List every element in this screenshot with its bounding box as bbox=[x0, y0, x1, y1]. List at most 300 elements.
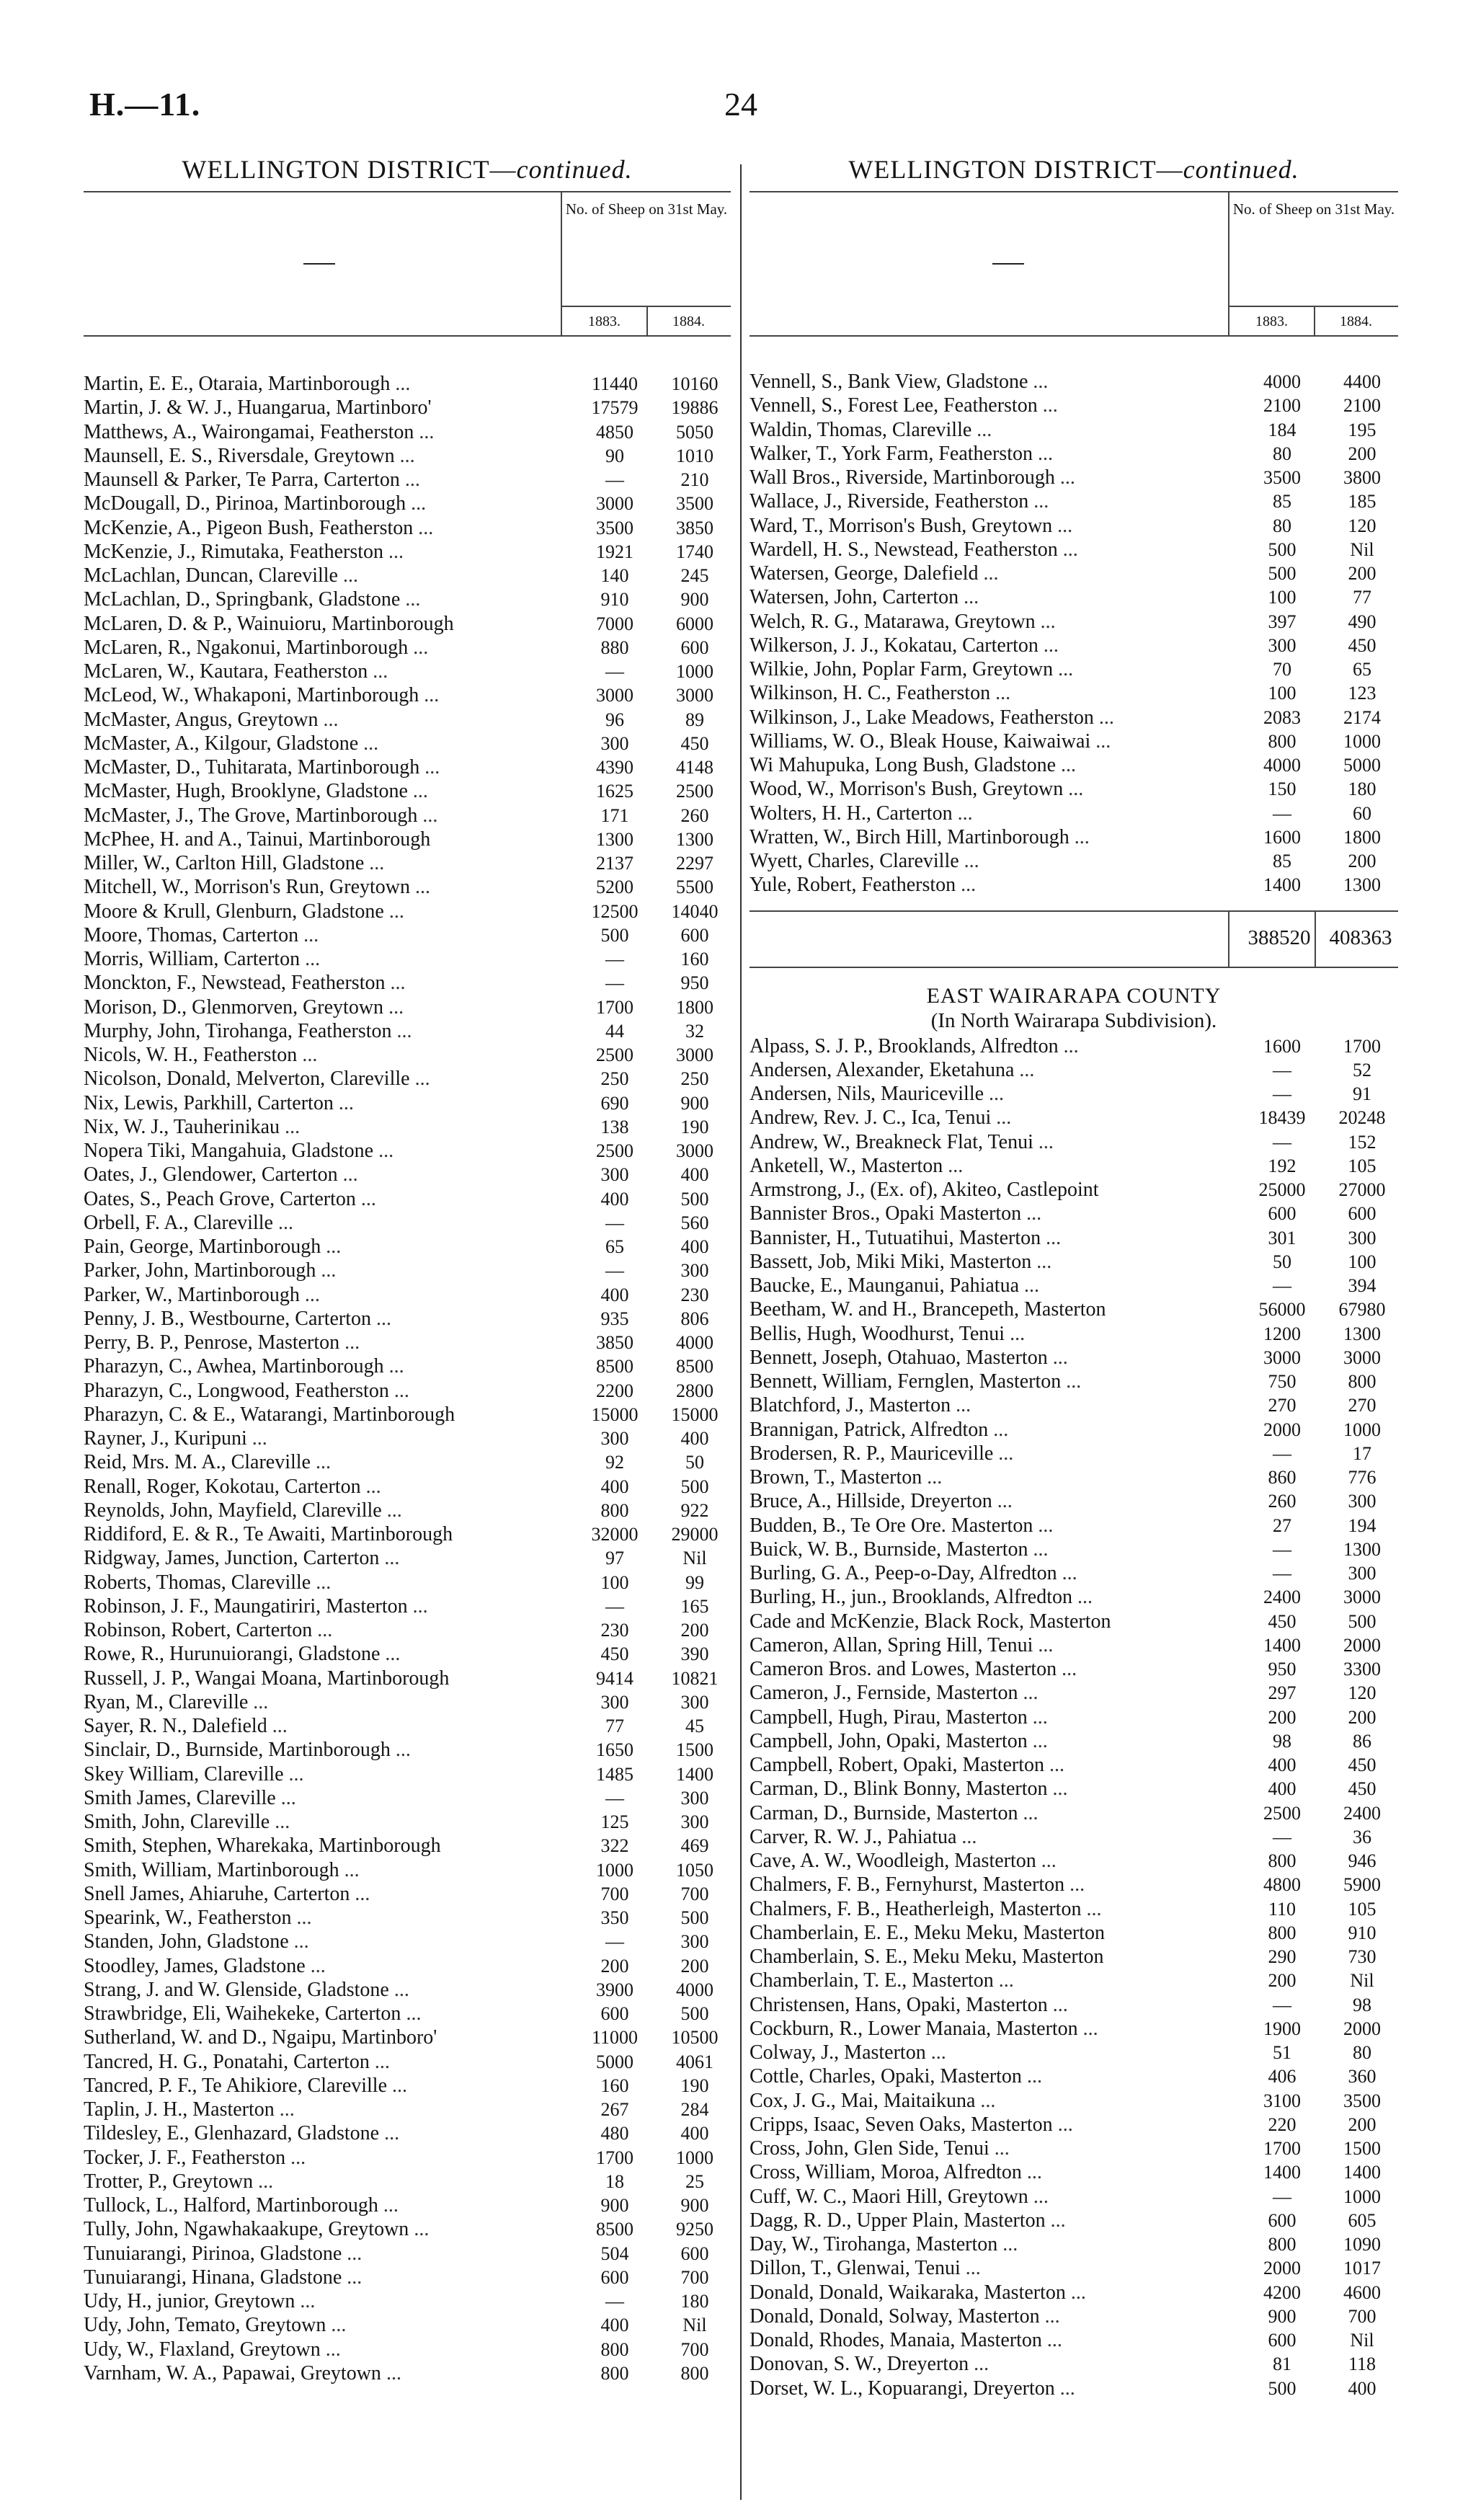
sheep-count-1884: 200 bbox=[1348, 563, 1377, 584]
sheep-count-1884: 500 bbox=[680, 2003, 709, 2024]
sheep-count-1884: 4400 bbox=[1343, 371, 1381, 392]
sheep-count-1884: 1010 bbox=[676, 445, 713, 466]
sheep-owner-name: Matthews, A., Wairongamai, Featherston ... bbox=[84, 420, 435, 443]
sheep-count-1883: 880 bbox=[600, 636, 629, 658]
table-row bbox=[750, 2281, 1398, 2304]
sheep-count-1884: 1500 bbox=[676, 1739, 713, 1761]
sheep-owner-name: Wilkinson, H. C., Featherston ... bbox=[750, 682, 1011, 705]
sheep-count-1884: 195 bbox=[1348, 419, 1377, 440]
sheep-count-1884: 2800 bbox=[676, 1380, 713, 1401]
sheep-owner-name: Wratten, W., Birch Hill, Martinborough ... bbox=[750, 825, 1090, 848]
table-row bbox=[750, 1538, 1398, 1561]
table-row bbox=[84, 2338, 731, 2361]
table-row bbox=[84, 900, 731, 923]
stub-dash bbox=[992, 263, 1024, 265]
sheep-owner-name: Cameron, Allan, Spring Hill, Tenui ... bbox=[750, 1633, 1054, 1656]
sheep-count-1884: 1017 bbox=[1343, 2258, 1381, 2279]
sheep-owner-name: Cade and McKenzie, Black Rock, Masterton bbox=[750, 1610, 1111, 1633]
table-row bbox=[750, 2113, 1398, 2137]
sheep-count-1883: 450 bbox=[1268, 1610, 1297, 1632]
sheep-owner-name: Colway, J., Masterton ... bbox=[750, 2041, 946, 2064]
sheep-owner-name: Smith James, Clareville ... bbox=[84, 1786, 296, 1809]
table-row bbox=[84, 2050, 731, 2074]
sheep-count-1884: 105 bbox=[1348, 1155, 1377, 1176]
sheep-owner-name: Budden, B., Te Ore Ore. Masterton ... bbox=[750, 1514, 1054, 1537]
sheep-owner-name: Reynolds, John, Mayfield, Clareville ... bbox=[84, 1499, 402, 1522]
table-row bbox=[84, 587, 731, 611]
table-row bbox=[750, 1969, 1398, 1992]
sheep-count-1883: 3000 bbox=[596, 493, 633, 515]
sheep-count-1883: 400 bbox=[600, 2315, 629, 2336]
right-column bbox=[750, 148, 1398, 2400]
sheep-owner-name: Martin, J. & W. J., Huangarua, Martinboro' bbox=[84, 396, 432, 420]
sheep-owner-name: Oates, J., Glendower, Carterton ... bbox=[84, 1163, 358, 1186]
sheep-owner-name: Andrew, Rev. J. C., Ica, Tenui ... bbox=[750, 1106, 1012, 1130]
sheep-owner-name: Wall Bros., Riverside, Martinborough ... bbox=[750, 466, 1075, 489]
table-row bbox=[84, 1450, 731, 1474]
table-row bbox=[750, 1610, 1398, 1633]
sheep-count-1884: 600 bbox=[680, 924, 709, 946]
table-row bbox=[750, 657, 1398, 681]
sheep-count-1884: 390 bbox=[680, 1643, 709, 1665]
table-row bbox=[750, 2089, 1398, 2113]
sheep-count-1884: Nil bbox=[1350, 1970, 1374, 1992]
table-row bbox=[750, 1993, 1398, 2017]
table-row bbox=[84, 420, 731, 444]
sheep-owner-name: Campbell, Robert, Opaki, Masterton ... bbox=[750, 1754, 1065, 1776]
county-title: EAST WAIRARAPA COUNTY bbox=[926, 983, 1222, 1008]
sheep-owner-name: Morris, William, Carterton ... bbox=[84, 948, 321, 970]
sheep-owner-name: Nopera Tiki, Mangahuia, Gladstone ... bbox=[84, 1140, 394, 1162]
sheep-count-1884: 4148 bbox=[676, 757, 713, 778]
sheep-count-1884: 180 bbox=[1348, 778, 1377, 800]
table-row bbox=[84, 1618, 731, 1642]
sheep-owner-name: Beetham, W. and H., Brancepeth, Masterton bbox=[750, 1298, 1106, 1321]
sheep-count-1884: 900 bbox=[680, 589, 709, 611]
sheep-owner-name: Udy, John, Temato, Greytown ... bbox=[84, 2314, 347, 2337]
sheep-count-1884: 120 bbox=[1348, 1682, 1377, 1704]
stub-dash bbox=[303, 263, 335, 265]
sheep-count-1883: 200 bbox=[600, 1955, 629, 1976]
sheep-count-1883: 300 bbox=[600, 1428, 629, 1449]
sheep-owner-name: McLaren, W., Kautara, Featherston ... bbox=[84, 660, 388, 683]
sheep-owner-name: Maunsell, E. S., Riversdale, Greytown ... bbox=[84, 444, 415, 467]
table-row bbox=[750, 538, 1398, 562]
sheep-owner-name: Cottle, Charles, Opaki, Masterton ... bbox=[750, 2065, 1042, 2088]
sheep-count-1883: 301 bbox=[1268, 1227, 1297, 1248]
table-row bbox=[750, 873, 1398, 897]
sheep-count-1883: 860 bbox=[1268, 1467, 1297, 1488]
sheep-count-1883: 125 bbox=[600, 1811, 629, 1832]
sheep-count-1884: 10500 bbox=[671, 2027, 719, 2049]
sheep-owner-name: Bennett, William, Fernglen, Masterton ... bbox=[750, 1370, 1082, 1393]
sheep-count-1883: 110 bbox=[1268, 1898, 1297, 1920]
sheep-count-1883: 1700 bbox=[596, 996, 633, 1018]
sheep-count-1883: 500 bbox=[600, 924, 629, 946]
table-row bbox=[84, 1139, 731, 1163]
sheep-count-1884: 605 bbox=[1348, 2209, 1377, 2231]
sheep-count-1884: 250 bbox=[680, 1068, 709, 1090]
sheep-count-1883: 140 bbox=[600, 565, 629, 586]
table-row bbox=[84, 1571, 731, 1594]
sheep-count-1884: 1400 bbox=[1343, 2162, 1381, 2183]
sheep-count-1884: 600 bbox=[680, 2242, 709, 2264]
sheep-count-1884: 400 bbox=[680, 1164, 709, 1186]
table-row bbox=[84, 516, 731, 540]
sheep-count-1884: 910 bbox=[1348, 1922, 1377, 1943]
sheep-count-1884: 200 bbox=[1348, 2113, 1377, 2135]
table-row bbox=[84, 396, 731, 420]
sheep-count-1883: 800 bbox=[1268, 2234, 1297, 2255]
sheep-count-1884: 100 bbox=[1348, 1251, 1377, 1272]
sheep-owner-name: Wilkinson, J., Lake Meadows, Featherston ... bbox=[750, 706, 1114, 729]
year-1883-header: 1883. bbox=[562, 307, 648, 335]
sheep-count-1884: 99 bbox=[685, 1571, 704, 1593]
sheep-count-1884: 200 bbox=[1348, 1706, 1377, 1728]
sheep-owner-name: Parker, John, Martinborough ... bbox=[84, 1259, 337, 1282]
sheep-count-1883: 800 bbox=[1268, 1850, 1297, 1871]
sheep-count-1884: 500 bbox=[680, 1188, 709, 1210]
sheep-count-1884: 194 bbox=[1348, 1514, 1377, 1536]
sheep-count-1884: Nil bbox=[682, 1548, 707, 1569]
sheep-count-1884: 120 bbox=[1348, 515, 1377, 536]
sheep-count-1884: 3000 bbox=[676, 1140, 713, 1161]
table-row bbox=[750, 2185, 1398, 2209]
table-row bbox=[750, 2328, 1398, 2352]
table-row bbox=[84, 2121, 731, 2145]
sheep-owner-name: Tunuiarangi, Hinana, Gladstone ... bbox=[84, 2266, 363, 2289]
sheep-count-1883: 1485 bbox=[596, 1763, 633, 1785]
sheep-count-1884: 700 bbox=[1348, 2305, 1377, 2327]
table-row bbox=[84, 2217, 731, 2241]
sheep-count-1883: 2400 bbox=[1263, 1587, 1301, 1608]
table-row bbox=[750, 1873, 1398, 1896]
table-row bbox=[750, 753, 1398, 777]
sheep-count-1884: 190 bbox=[680, 1116, 709, 1137]
left-column bbox=[84, 148, 731, 2385]
sheep-owner-name: McLachlan, D., Springbank, Gladstone ... bbox=[84, 588, 421, 611]
sheep-count-1884: 3800 bbox=[1343, 467, 1381, 488]
table-row bbox=[750, 610, 1398, 634]
sheep-owner-name: Miller, W., Carlton Hill, Gladstone ... bbox=[84, 852, 385, 874]
sheep-count-1884: 86 bbox=[1353, 1730, 1371, 1752]
sheep-count-1883: 300 bbox=[1268, 634, 1297, 656]
sheep-count-1884: 3000 bbox=[676, 1044, 713, 1065]
sheep-owner-name: Carman, D., Blink Bonny, Masterton ... bbox=[750, 1778, 1068, 1801]
total-1883: 388520 bbox=[1247, 926, 1311, 949]
table-row bbox=[84, 1091, 731, 1115]
sheep-owner-name: Pain, George, Martinborough ... bbox=[84, 1235, 342, 1258]
sheep-count-1884: 260 bbox=[680, 804, 709, 826]
sheep-count-1883: 2000 bbox=[1263, 2258, 1301, 2279]
sheep-owner-name: Day, W., Tirohanga, Masterton ... bbox=[750, 2233, 1018, 2255]
sheep-count-1883: 56000 bbox=[1258, 1299, 1306, 1321]
sheep-count-1883: 2500 bbox=[596, 1044, 633, 1065]
sheep-count-1883: 260 bbox=[1268, 1491, 1297, 1512]
sheep-count-1884: 1000 bbox=[1343, 1419, 1381, 1440]
table-row bbox=[84, 1403, 731, 1427]
sheep-count-1883: — bbox=[1273, 1131, 1291, 1153]
sheep-owner-name: Wolters, H. H., Carterton ... bbox=[750, 802, 973, 825]
table-row bbox=[750, 466, 1398, 489]
table-row bbox=[750, 706, 1398, 729]
sheep-count-1884: 5000 bbox=[1343, 755, 1381, 776]
sheep-count-1883: 1700 bbox=[1263, 2138, 1301, 2159]
table-row bbox=[750, 681, 1398, 705]
sheep-count-1883: — bbox=[605, 1787, 624, 1809]
table-row bbox=[750, 1514, 1398, 1538]
sheep-count-1883: 300 bbox=[600, 1691, 629, 1713]
sheep-count-1883: — bbox=[1273, 1442, 1291, 1464]
sheep-count-1883: 18 bbox=[605, 2170, 624, 2192]
sheep-owner-name: Sinclair, D., Burnside, Martinborough ... bbox=[84, 1739, 411, 1762]
sheep-count-1884: 245 bbox=[680, 565, 709, 586]
sheep-count-1883: 600 bbox=[1268, 1203, 1297, 1225]
sheep-count-1883: 350 bbox=[600, 1907, 629, 1928]
sheep-count-1884: 1000 bbox=[1343, 730, 1381, 752]
sheep-owner-name: Vennell, S., Forest Lee, Featherston ... bbox=[750, 394, 1058, 417]
sheep-count-1883: 290 bbox=[1268, 1946, 1297, 1967]
sheep-count-1883: 70 bbox=[1273, 659, 1291, 680]
table-header bbox=[84, 191, 731, 337]
sheep-owner-name: Smith, William, Martinborough ... bbox=[84, 1858, 360, 1881]
sheep-count-1884: 1500 bbox=[1343, 2138, 1381, 2159]
sheep-count-1884: 3500 bbox=[676, 493, 713, 515]
sheep-owner-name: Tancred, P. F., Te Ahikiore, Clareville ... bbox=[84, 2074, 408, 2097]
district-title: WELLINGTON DISTRICT—continued. bbox=[182, 155, 633, 184]
table-row bbox=[84, 1379, 731, 1403]
sheep-count-1883: 322 bbox=[600, 1835, 629, 1857]
sheep-owner-name: Campbell, Hugh, Pirau, Masterton ... bbox=[750, 1705, 1048, 1729]
table-row bbox=[750, 1633, 1398, 1657]
sheep-owner-name: Morison, D., Glenmorven, Greytown ... bbox=[84, 995, 404, 1019]
table-row bbox=[750, 1178, 1398, 1202]
sheep-owner-name: Tocker, J. F., Featherston ... bbox=[84, 2146, 306, 2169]
sheep-count-1884: 1800 bbox=[1343, 826, 1381, 848]
sheep-count-1884: 123 bbox=[1348, 683, 1377, 704]
sheep-count-1884: 1700 bbox=[1343, 1035, 1381, 1057]
table-row bbox=[84, 372, 731, 396]
sheep-count-1884: 4000 bbox=[676, 1332, 713, 1353]
table-row bbox=[84, 1810, 731, 1834]
sheep-count-1884: 1000 bbox=[676, 661, 713, 682]
sheep-count-1884: 10160 bbox=[671, 373, 719, 394]
sheep-count-1883: 600 bbox=[1268, 2209, 1297, 2231]
table-row bbox=[750, 2160, 1398, 2184]
table-row bbox=[750, 1561, 1398, 1585]
sheep-count-1883: 25000 bbox=[1258, 1179, 1306, 1200]
sheep-count-1884: 4600 bbox=[1343, 2281, 1381, 2303]
sheep-count-1883: 900 bbox=[600, 2195, 629, 2216]
sheep-count-1884: 730 bbox=[1348, 1946, 1377, 1967]
sheep-count-1883: — bbox=[605, 1931, 624, 1953]
sheep-owner-name: Tunuiarangi, Pirinoa, Gladstone ... bbox=[84, 2242, 363, 2265]
district-title: WELLINGTON DISTRICT—continued. bbox=[848, 155, 1299, 184]
table-row bbox=[750, 585, 1398, 609]
sheep-owner-name: McKenzie, J., Rimutaka, Featherston ... bbox=[84, 540, 404, 563]
sheep-count-1883: 400 bbox=[1268, 1778, 1297, 1800]
sheep-owner-name: Monckton, F., Newstead, Featherston ... bbox=[84, 972, 406, 995]
sheep-count-1883: — bbox=[605, 1595, 624, 1617]
sheep-count-1884: 360 bbox=[1348, 2066, 1377, 2088]
table-row bbox=[750, 489, 1398, 513]
sheep-count-1884: 500 bbox=[1348, 1610, 1377, 1632]
sheep-count-1884: 1300 bbox=[1343, 1323, 1381, 1344]
sheep-count-1884: Nil bbox=[1350, 2330, 1374, 2351]
table-row bbox=[750, 514, 1398, 538]
table-row bbox=[750, 1418, 1398, 1442]
sheep-count-1883: 700 bbox=[600, 1883, 629, 1904]
table-row bbox=[750, 2352, 1398, 2376]
table-row bbox=[84, 851, 731, 875]
table-row bbox=[84, 444, 731, 468]
sheep-owner-name: Chamberlain, E. E., Meku Meku, Masterton bbox=[750, 1921, 1106, 1944]
sheep-owner-name: Brannigan, Patrick, Alfredton ... bbox=[750, 1418, 1009, 1441]
sheep-owner-name: Dillon, T., Glenwai, Tenui ... bbox=[750, 2257, 981, 2280]
sheep-count-1883: 17579 bbox=[591, 397, 639, 419]
sheep-count-1883: 400 bbox=[1268, 1754, 1297, 1775]
sheep-count-1884: 450 bbox=[1348, 1754, 1377, 1775]
table-row bbox=[84, 2242, 731, 2266]
sheep-owner-name: Russell, J. P., Wangai Moana, Martinborough bbox=[84, 1667, 450, 1690]
table-row bbox=[750, 2377, 1398, 2400]
table-row bbox=[84, 1235, 731, 1259]
sheep-count-1884: 300 bbox=[1348, 1491, 1377, 1512]
sheep-count-1884: 700 bbox=[680, 2338, 709, 2360]
table-row bbox=[750, 2064, 1398, 2088]
sheep-count-1884: 3000 bbox=[676, 685, 713, 706]
sheep-owner-name: Christensen, Hans, Opaki, Masterton ... bbox=[750, 1993, 1068, 2016]
sheep-owner-name: Parker, W., Martinborough ... bbox=[84, 1283, 320, 1306]
sheep-count-1884: 210 bbox=[680, 469, 709, 490]
sheep-owner-name: Smith, Stephen, Wharekaka, Martinborough bbox=[84, 1834, 441, 1858]
sheep-count-1883: 500 bbox=[1268, 2377, 1297, 2399]
sheep-count-1884: 91 bbox=[1353, 1083, 1371, 1104]
sheep-owner-name: McDougall, D., Pirinoa, Martinborough ... bbox=[84, 492, 427, 515]
sheep-count-1883: 1400 bbox=[1263, 2162, 1301, 2183]
sheep-count-1883: 397 bbox=[1268, 611, 1297, 632]
sheep-owner-name: Cuff, W. C., Maori Hill, Greytown ... bbox=[750, 2185, 1049, 2208]
sheep-count-1884: 3300 bbox=[1343, 1659, 1381, 1680]
sheep-owner-name: Bannister Bros., Opaki Masterton ... bbox=[750, 1202, 1042, 1225]
sheep-count-1883: 600 bbox=[600, 2003, 629, 2024]
table-row bbox=[750, 1346, 1398, 1370]
sheep-owner-name: Burling, H., jun., Brooklands, Alfredton ... bbox=[750, 1586, 1093, 1609]
table-row bbox=[750, 1921, 1398, 1945]
sheep-count-1883: 2137 bbox=[596, 853, 633, 874]
sheep-count-1883: 690 bbox=[600, 1092, 629, 1114]
table-row bbox=[84, 1762, 731, 1786]
sheep-count-1884: 185 bbox=[1348, 491, 1377, 513]
sheep-count-1884: 1090 bbox=[1343, 2234, 1381, 2255]
sheep-owner-name: Penny, J. B., Westbourne, Carterton ... bbox=[84, 1307, 392, 1330]
table-row bbox=[84, 875, 731, 899]
sheep-owner-name: Cox, J. G., Mai, Maitaikuna ... bbox=[750, 2089, 996, 2112]
sheep-owner-name: Skey William, Clareville ... bbox=[84, 1762, 304, 1785]
sheep-count-1883: 1600 bbox=[1263, 826, 1301, 848]
table-row bbox=[84, 804, 731, 828]
table-row bbox=[84, 1043, 731, 1067]
sheep-count-1884: 450 bbox=[680, 732, 709, 754]
sheep-count-1883: 81 bbox=[1273, 2353, 1291, 2375]
sheep-count-1884: 560 bbox=[680, 1212, 709, 1233]
sheep-count-1884: 200 bbox=[1348, 851, 1377, 871]
sheep-count-1884: 500 bbox=[680, 1907, 709, 1928]
sheep-count-1883: 3000 bbox=[1263, 1346, 1301, 1368]
sheep-owner-name: Brown, T., Masterton ... bbox=[750, 1466, 943, 1489]
sheep-owner-name: Tully, John, Ngawhakaakupe, Greytown ... bbox=[84, 2218, 430, 2241]
sheep-count-1883: 900 bbox=[1268, 2305, 1297, 2327]
sheep-count-1884: 400 bbox=[1348, 2377, 1377, 2399]
sheep-owner-name: Rowe, R., Hurunuiorangi, Gladstone ... bbox=[84, 1643, 401, 1666]
sheep-count-1884: 946 bbox=[1348, 1850, 1377, 1871]
sheep-owner-name: Robinson, Robert, Carterton ... bbox=[84, 1619, 333, 1641]
sheep-count-1883: 2500 bbox=[596, 1140, 633, 1161]
sheep-count-1883: 2100 bbox=[1263, 395, 1301, 417]
sheep-count-1883: 4000 bbox=[1263, 371, 1301, 392]
sheep-count-1884: 9250 bbox=[676, 2219, 713, 2240]
sheep-owner-name: Donald, Donald, Waikaraka, Masterton ... bbox=[750, 2281, 1086, 2304]
table-row bbox=[84, 1690, 731, 1714]
sheep-owner-name: Armstrong, J., (Ex. of), Akiteo, Castlepoint bbox=[750, 1179, 1099, 1201]
sheep-count-1883: 100 bbox=[600, 1571, 629, 1593]
sheep-count-1883: 1300 bbox=[596, 828, 633, 850]
sheep-count-1883: 1700 bbox=[596, 2147, 633, 2168]
sheep-count-1883: 4000 bbox=[1263, 755, 1301, 776]
table-row bbox=[84, 2002, 731, 2026]
sheep-count-1883: 2000 bbox=[1263, 1419, 1301, 1440]
sheep-count-1883: — bbox=[605, 1212, 624, 1233]
sheep-owner-name: Renall, Roger, Kokotau, Carterton ... bbox=[84, 1475, 381, 1498]
sheep-count-1883: — bbox=[1273, 1563, 1291, 1584]
sheep-count-1884: 4061 bbox=[676, 2051, 713, 2072]
right-table-rows-top bbox=[750, 370, 1398, 897]
sheep-count-1883: 800 bbox=[1268, 1922, 1297, 1943]
table-row bbox=[84, 755, 731, 779]
sheep-count-1883: 4850 bbox=[596, 421, 633, 443]
table-row bbox=[84, 708, 731, 732]
table-row bbox=[750, 1729, 1398, 1753]
table-row bbox=[84, 1522, 731, 1546]
sheep-owner-name: Watersen, John, Carterton ... bbox=[750, 586, 979, 609]
sheep-owner-name: McPhee, H. and A., Tainui, Martinborough bbox=[84, 828, 431, 851]
sheep-count-1883: 600 bbox=[1268, 2330, 1297, 2351]
sheep-count-1884: 2000 bbox=[1343, 1634, 1381, 1656]
sheep-count-1884: 400 bbox=[680, 2123, 709, 2144]
table-row bbox=[750, 1825, 1398, 1849]
table-row bbox=[84, 1546, 731, 1570]
sheep-count-header bbox=[1228, 192, 1398, 335]
sheep-count-1884: 490 bbox=[1348, 611, 1377, 632]
table-row bbox=[750, 1657, 1398, 1681]
sheep-owner-name: Wardell, H. S., Newstead, Featherston ... bbox=[750, 538, 1078, 561]
table-row bbox=[84, 2026, 731, 2049]
sheep-count-header bbox=[561, 192, 731, 335]
sheep-count-1883: 250 bbox=[600, 1068, 629, 1090]
sheep-count-1883: — bbox=[1273, 2186, 1291, 2207]
sheep-count-1883: 85 bbox=[1273, 851, 1291, 871]
sheep-count-1884: 284 bbox=[680, 2099, 709, 2120]
sheep-owner-name: McMaster, Hugh, Brooklyne, Gladstone ... bbox=[84, 780, 428, 803]
table-row bbox=[750, 442, 1398, 466]
sheep-count-1884: 2174 bbox=[1343, 706, 1381, 728]
table-row bbox=[84, 1427, 731, 1450]
sheep-owner-name: Robinson, J. F., Maungatiriri, Masterton ... bbox=[84, 1594, 428, 1618]
sheep-owner-name: Stoodley, James, Gladstone ... bbox=[84, 1954, 326, 1977]
sheep-owner-name: McMaster, D., Tuhitarata, Martinborough ... bbox=[84, 756, 440, 778]
sheep-count-1884: 700 bbox=[680, 2266, 709, 2288]
sheep-count-1884: 1000 bbox=[1343, 2186, 1381, 2207]
